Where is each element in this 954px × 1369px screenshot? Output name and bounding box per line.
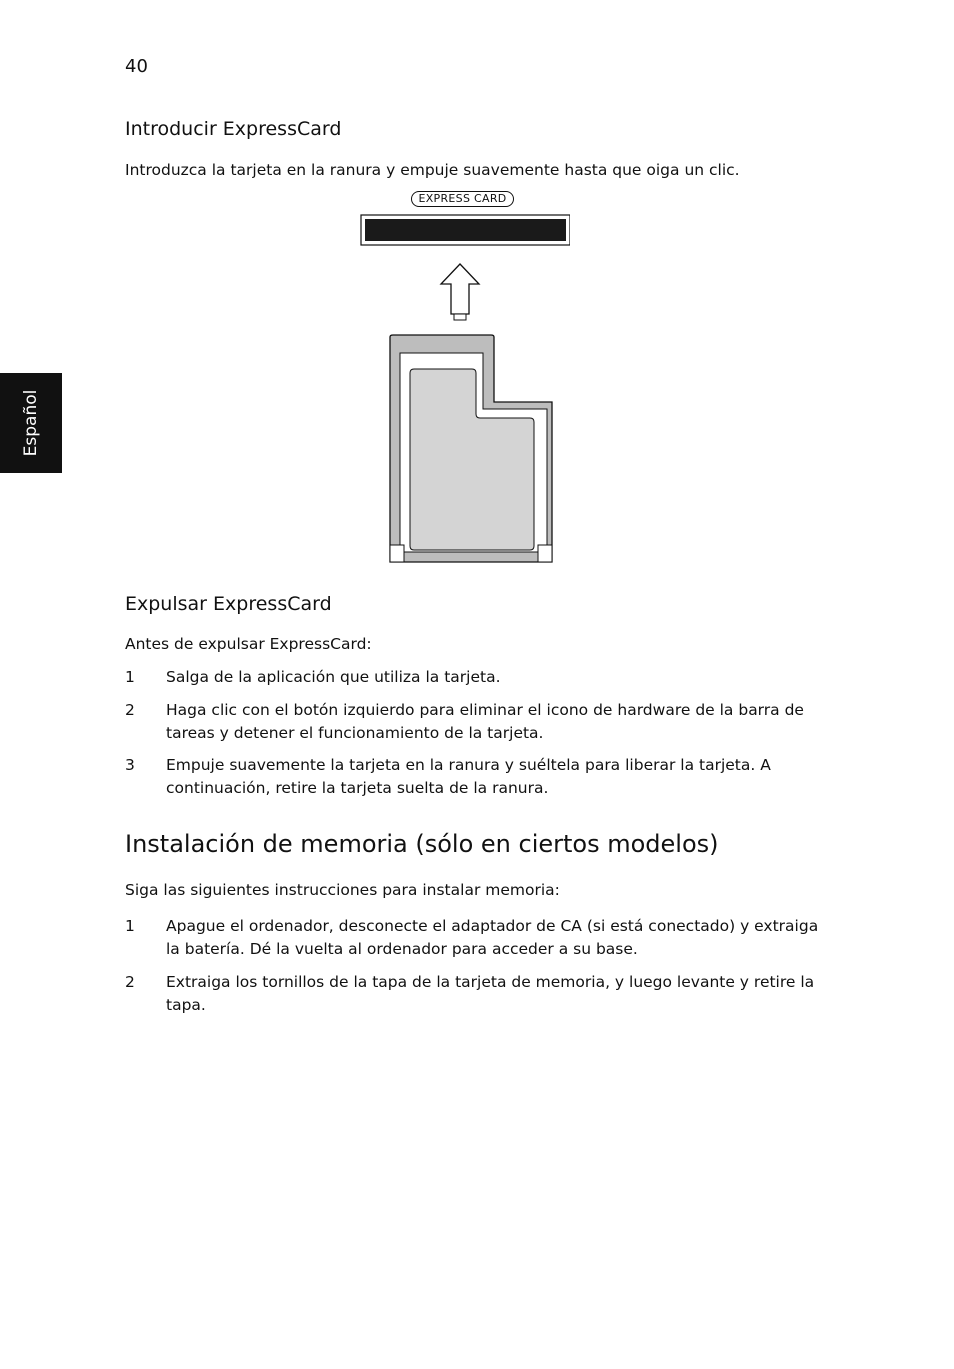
- memory-installation-intro: Siga las siguientes instrucciones para instalar memoria:: [125, 881, 560, 899]
- language-side-tab-label: Español: [21, 389, 41, 457]
- expresscard-label-area: [410, 369, 534, 550]
- expresscard-illustration: [340, 188, 570, 568]
- insert-expresscard-heading: Introducir ExpressCard: [125, 118, 342, 140]
- eject-expresscard-intro: Antes de expulsar ExpressCard:: [125, 635, 372, 653]
- step-number: 2: [125, 973, 135, 991]
- step-number: 3: [125, 756, 135, 774]
- memory-installation-heading: Instalación de memoria (sólo en ciertos modelos): [125, 830, 719, 858]
- express-card-slot-label: EXPRESS CARD: [411, 191, 514, 207]
- page-number: 40: [125, 56, 148, 77]
- insert-arrow-icon: [441, 264, 479, 314]
- eject-expresscard-heading: Expulsar ExpressCard: [125, 593, 332, 615]
- card-notch-right: [538, 545, 552, 562]
- step-text: Haga clic con el botón izquierdo para eliminar el icono de hardware de la barra de tareas y detener el funcionamiento de la tarjeta.: [166, 701, 804, 742]
- step-text: Empuje suavemente la tarjeta en la ranura y suéltela para liberar la tarjeta. A continuación, retire la tarjeta suelta de la ranura.: [166, 756, 771, 797]
- step-number: 1: [125, 917, 135, 935]
- card-notch-left: [390, 545, 404, 562]
- insert-expresscard-text: Introduzca la tarjeta en la ranura y empuje suavemente hasta que oiga un clic.: [125, 161, 740, 179]
- step-number: 1: [125, 668, 135, 686]
- step-text: Salga de la aplicación que utiliza la tarjeta.: [166, 668, 501, 686]
- step-text: Extraiga los tornillos de la tapa de la tarjeta de memoria, y luego levante y retire la tapa.: [166, 973, 815, 1014]
- expresscard-insert-diagram: [340, 188, 570, 572]
- step-text: Apague el ordenador, desconecte el adaptador de CA (si está conectado) y extraiga la batería. Dé la vuelta al ordenador para acceder a su base.: [166, 917, 819, 958]
- card-slot-opening: [365, 219, 566, 241]
- step-number: 2: [125, 701, 135, 719]
- insert-arrow-tail: [454, 314, 466, 320]
- language-side-tab: [0, 373, 62, 473]
